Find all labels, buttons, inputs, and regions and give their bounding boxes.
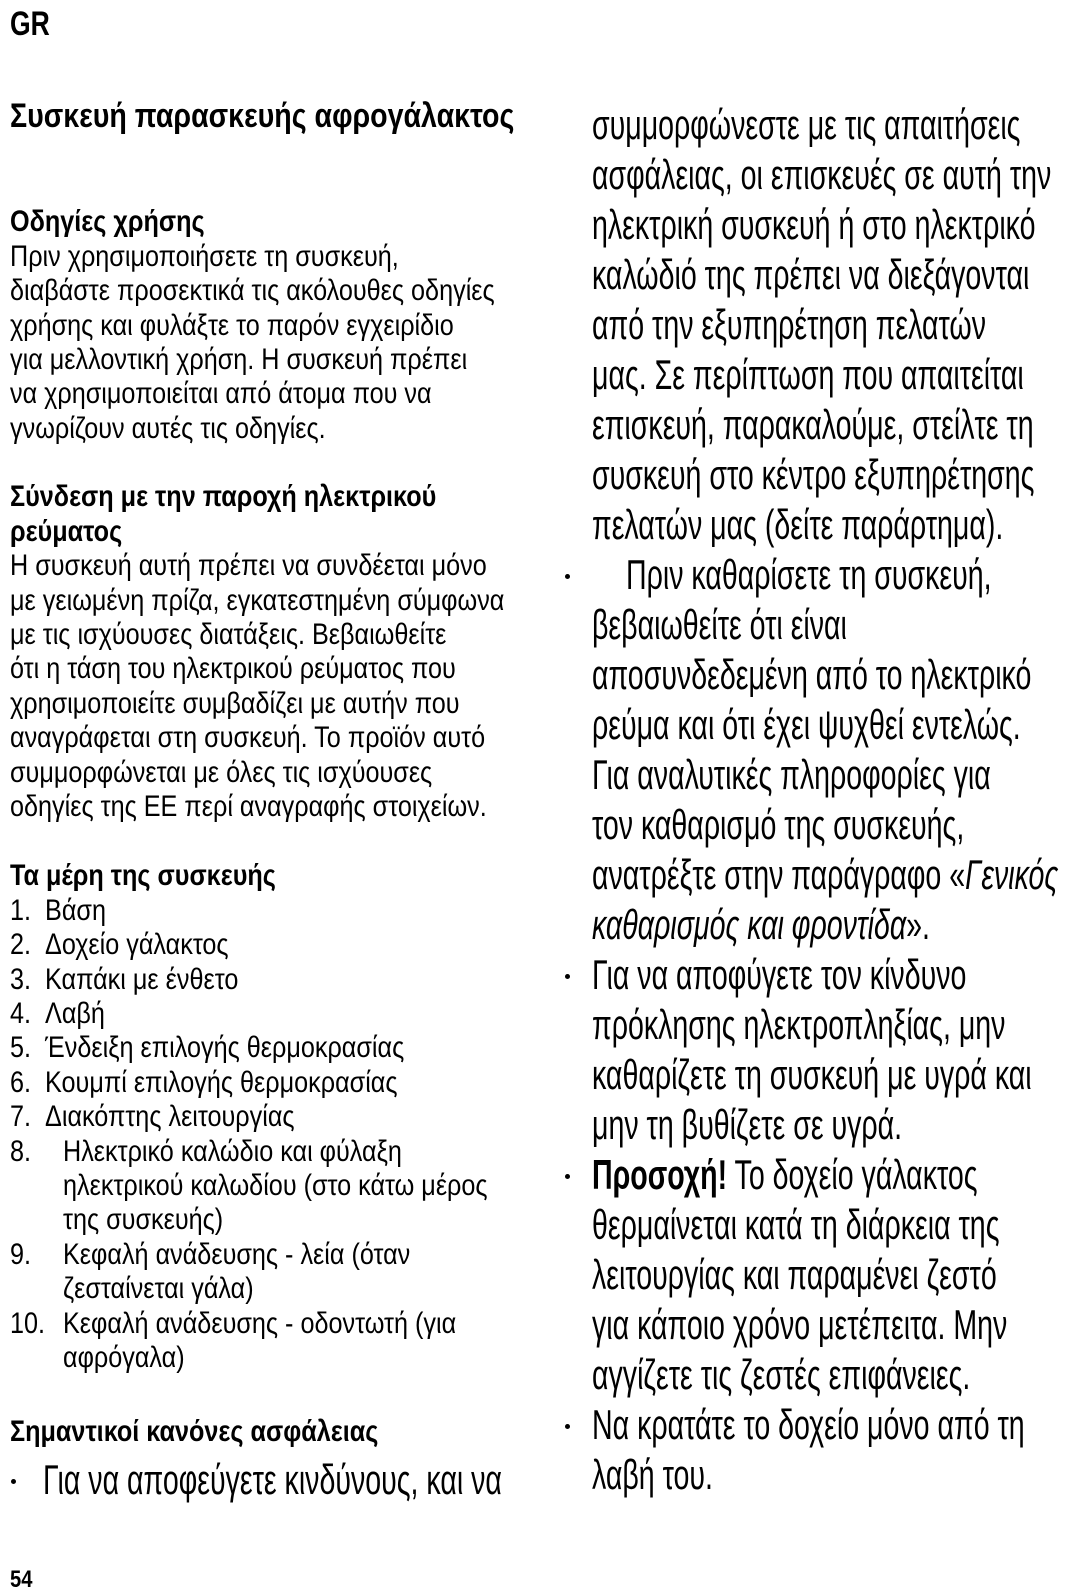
safety-bullet-line: καλώδιό της πρέπει να διεξάγονται bbox=[592, 251, 1030, 299]
parts-list-item bbox=[10, 1135, 464, 1169]
list-number: 2. bbox=[10, 928, 32, 962]
safety-bullet-line: συμμορφώνεστε με τις απαιτήσεις bbox=[592, 101, 1021, 149]
list-text: Ηλεκτρικό καλώδιο και φύλαξη bbox=[62, 1134, 402, 1168]
list-text: Καπάκι με ένθετο bbox=[45, 962, 239, 996]
list-text: Κουμπί επιλογής θερμοκρασίας bbox=[45, 1065, 398, 1099]
body-line: οδηγίες της ΕΕ περί αναγραφής στοιχείων. bbox=[10, 790, 487, 824]
list-number: 5. bbox=[10, 1031, 32, 1065]
instructions-heading: Οδηγίες χρήσης bbox=[10, 205, 205, 239]
safety-bullet-line: επισκευή, παρακαλούμε, στείλτε τη bbox=[592, 401, 1034, 449]
body-line: Η συσκευή αυτή πρέπει να συνδέεται μόνο bbox=[10, 549, 487, 583]
bullet-dot bbox=[565, 1424, 570, 1429]
body-line: χρήσης και φυλάξτε το παρόν εγχειρίδιο bbox=[10, 308, 454, 342]
safety-bullet-line: ασφάλειας, οι επισκευές σε αυτή την bbox=[592, 151, 1052, 199]
parts-list-item bbox=[10, 1100, 464, 1134]
list-number: 7. bbox=[10, 1100, 32, 1134]
safety-bullet-line: αγγίζετε τις ζεστές επιφάνειες. bbox=[592, 1351, 971, 1399]
list-number: 9. bbox=[10, 1237, 32, 1271]
list-text-continuation: αφρόγαλα) bbox=[62, 1341, 185, 1375]
safety-bullet-line: πρόκλησης ηλεκτροπληξίας, μην bbox=[592, 1001, 1006, 1049]
body-line: με γειωμένη πρίζα, εγκατεστημένη σύμφωνα bbox=[10, 583, 505, 617]
power-connection-heading: Σύνδεση με την παροχή ηλεκτρικού bbox=[10, 480, 437, 514]
body-line: αναγράφεται στη συσκευή. Το προϊόν αυτό bbox=[10, 721, 486, 755]
safety-bullet-line bbox=[592, 850, 1068, 900]
list-text-continuation: ηλεκτρικού καλωδίου (στο κάτω μέρος bbox=[62, 1169, 488, 1203]
body-line: συμμορφώνεται με όλες τις ισχύουσες bbox=[10, 755, 433, 789]
bullet-dot bbox=[11, 1479, 16, 1484]
safety-bullet-line: μην τη βυθίζετε σε υγρά. bbox=[592, 1101, 903, 1149]
safety-bullet-line: από την εξυπηρέτηση πελατών bbox=[592, 301, 986, 349]
list-text: Δοχείο γάλακτος bbox=[45, 928, 229, 962]
body-line: χρησιμοποιείτε συμβαδίζει με αυτήν που bbox=[10, 686, 460, 720]
parts-list-item bbox=[10, 1066, 464, 1100]
body-line: με τις ισχύουσες διατάξεις. Βεβαιωθείτε bbox=[10, 618, 447, 652]
body-line: διαβάστε προσεκτικά τις ακόλουθες οδηγίες bbox=[10, 274, 495, 308]
parts-heading: Τα μέρη της συσκευής bbox=[10, 859, 276, 893]
safety-bullet-line: συσκευή στο κέντρο εξυπηρέτησης bbox=[592, 451, 1035, 499]
body-line: Πριν χρησιμοποιήσετε τη συσκευή, bbox=[10, 239, 399, 273]
body-line: να χρησιμοποιείται από άτομα που να bbox=[10, 377, 432, 411]
list-number: 8. bbox=[10, 1134, 32, 1168]
safety-bullet-line: Πριν καθαρίσετε τη συσκευή, bbox=[626, 551, 992, 599]
list-text: Ένδειξη επιλογής θερμοκρασίας bbox=[45, 1031, 405, 1065]
safety-bullet-line: λειτουργίας και παραμένει ζεστό bbox=[592, 1251, 997, 1299]
safety-bullet-line: για κάποιο χρόνο μετέπειτα. Μην bbox=[592, 1301, 1008, 1349]
list-number: 4. bbox=[10, 997, 32, 1031]
reference-lead-text: ανατρέξτε στην παράγραφο « bbox=[592, 851, 966, 899]
instructions-section bbox=[10, 205, 550, 446]
safety-bullet-line: ρεύμα και ότι έχει ψυχθεί εντελώς. bbox=[592, 701, 1021, 749]
safety-bullet-line: θερμαίνεται κατά τη διάρκεια της bbox=[592, 1201, 1000, 1249]
list-text: Κεφαλή ανάδευσης - λεία (όταν bbox=[62, 1237, 411, 1271]
safety-bullet-line: αποσυνδεδεμένη από το ηλεκτρικό bbox=[592, 651, 1032, 699]
parts-list-item bbox=[10, 894, 464, 928]
list-text-continuation: ζεσταίνεται γάλα) bbox=[62, 1272, 254, 1306]
parts-list-item bbox=[10, 1307, 464, 1341]
safety-bullet-line: τον καθαρισμό της συσκευής, bbox=[592, 801, 965, 849]
safety-bullet-line: Για να αποφεύγετε κινδύνους, και να bbox=[43, 1456, 502, 1504]
body-line: ότι η τάση του ηλεκτρικού ρεύματος που bbox=[10, 652, 456, 686]
page-number: 54 bbox=[10, 1566, 33, 1593]
list-text: Διακόπτης λειτουργίας bbox=[45, 1100, 295, 1134]
bullet-dot bbox=[565, 1174, 570, 1179]
safety-bullet-line: πελατών μας (δείτε παράρτημα). bbox=[592, 501, 1004, 549]
reference-italic-text: Γενικός bbox=[965, 851, 1059, 899]
safety-bullet-line: λαβή του. bbox=[592, 1451, 713, 1499]
safety-bullet-line: Για αναλυτικές πληροφορίες για bbox=[592, 751, 991, 799]
parts-list-item bbox=[10, 963, 464, 997]
list-text: Κεφαλή ανάδευσης - οδοντωτή (για bbox=[62, 1306, 457, 1340]
list-text-continuation: της συσκευής) bbox=[62, 1203, 224, 1237]
parts-list-item bbox=[10, 928, 464, 962]
page-title: Συσκευή παρασκευής αφρογάλακτος bbox=[10, 97, 515, 135]
warning-emphasis: Προσοχή! bbox=[592, 1151, 728, 1199]
safety-bullet-line: Να κρατάτε το δοχείο μόνο από τη bbox=[592, 1401, 1025, 1449]
right-column bbox=[556, 0, 1082, 1595]
list-text: Λαβή bbox=[45, 997, 105, 1031]
safety-bullet-line: βεβαιωθείτε ότι είναι bbox=[592, 601, 847, 649]
safety-bullets-continued bbox=[592, 100, 1082, 1500]
body-line: γνωρίζουν αυτές τις οδηγίες. bbox=[10, 411, 326, 445]
parts-list-item bbox=[10, 997, 464, 1031]
bullet-dot bbox=[565, 974, 570, 979]
list-text: Βάση bbox=[45, 893, 106, 927]
reference-italic-text: καθαρισμός και φροντίδα bbox=[592, 901, 907, 949]
list-number: 6. bbox=[10, 1065, 32, 1099]
body-line: για μελλοντική χρήση. Η συσκευή πρέπει bbox=[10, 343, 468, 377]
safety-bullet-line: Για να αποφύγετε τον κίνδυνο bbox=[592, 951, 967, 999]
list-number: 10. bbox=[10, 1306, 46, 1340]
list-number: 1. bbox=[10, 893, 32, 927]
safety-bullet-line bbox=[592, 900, 1068, 950]
safety-section bbox=[10, 1415, 550, 1449]
safety-heading: Σημαντικοί κανόνες ασφάλειας bbox=[10, 1415, 379, 1449]
safety-bullet-line: ηλεκτρική συσκευή ή στο ηλεκτρικό bbox=[592, 201, 1036, 249]
safety-bullet-line: μας. Σε περίπτωση που απαιτείται bbox=[592, 351, 1024, 399]
language-code: GR bbox=[10, 5, 50, 43]
warning-text: Το δοχείο γάλακτος bbox=[727, 1151, 978, 1199]
parts-list-item bbox=[10, 1238, 464, 1272]
power-connection-section bbox=[10, 480, 550, 824]
parts-list-item bbox=[10, 1031, 464, 1065]
reference-tail-text: ». bbox=[906, 901, 930, 949]
power-connection-heading: ρεύματος bbox=[10, 514, 123, 548]
safety-bullet-line: καθαρίζετε τη συσκευή με υγρά και bbox=[592, 1051, 1032, 1099]
safety-bullet-line bbox=[592, 1150, 1068, 1200]
parts-section bbox=[10, 859, 550, 1375]
bullet-dot bbox=[565, 574, 570, 579]
list-number: 3. bbox=[10, 962, 32, 996]
